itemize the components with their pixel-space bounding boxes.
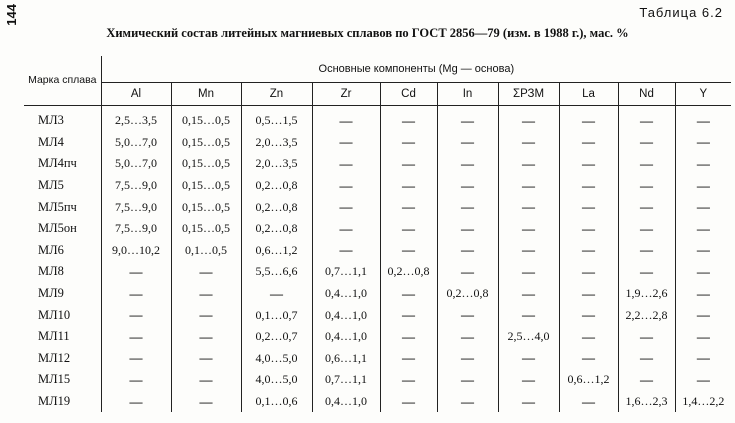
composition-cell: —	[696, 134, 710, 150]
composition-cell: —	[618, 153, 675, 175]
table-body	[24, 106, 731, 413]
composition-cell: —	[380, 218, 437, 240]
alloy-grade-cell: МЛ5	[24, 175, 101, 197]
composition-cell: 9,0…10,2	[101, 240, 171, 262]
composition-cell: 7,5…9,0	[101, 175, 171, 197]
composition-cell: —	[437, 304, 498, 326]
composition-cell: 0,4…1,0	[312, 326, 380, 348]
composition-cell: —	[618, 218, 675, 240]
composition-cell: —	[380, 348, 437, 370]
composition-cell: —	[101, 391, 171, 413]
grade-column-header: Марка сплава	[24, 56, 101, 106]
composition-cell: —	[559, 196, 618, 218]
composition-cell: 0,7…1,1	[312, 261, 380, 283]
composition-cell: —	[559, 240, 618, 262]
table-row	[24, 348, 731, 370]
table-row	[24, 132, 731, 154]
composition-cell: 0,6…1,1	[312, 348, 380, 370]
alloy-grade-cell: МЛ10	[24, 304, 101, 326]
composition-cell: —	[171, 261, 241, 283]
composition-cell: —	[559, 132, 618, 154]
composition-cell: 5,5…6,6	[241, 261, 312, 283]
composition-cell: 0,1…0,5	[171, 240, 241, 262]
composition-cell: —	[696, 112, 710, 128]
composition-cell: —	[171, 348, 241, 370]
composition-cell: —	[618, 240, 675, 262]
composition-cell: 0,15…0,5	[171, 175, 241, 197]
composition-cell: —	[312, 196, 380, 218]
composition-cell: —	[171, 369, 241, 391]
table-row	[24, 196, 731, 218]
composition-cell: —	[696, 155, 710, 171]
alloy-grade-cell: МЛ8	[24, 261, 101, 283]
column-header: Zn	[241, 83, 312, 106]
composition-cell: —	[380, 391, 437, 413]
composition-cell: 5,0…7,0	[101, 153, 171, 175]
composition-cell: 1,9…2,6	[618, 283, 675, 305]
composition-cell: —	[498, 153, 559, 175]
composition-cell: —	[559, 391, 618, 413]
column-header: Nd	[618, 83, 675, 106]
table-caption: Химический состав литейных магниевых сплавов по ГОСТ 2856—79 (изм. в 1988 г.), мас. %	[106, 26, 629, 40]
composition-cell: —	[498, 391, 559, 413]
composition-cell: —	[696, 285, 710, 301]
table-row	[24, 304, 731, 326]
composition-cell: 2,5…4,0	[498, 326, 559, 348]
table-row	[24, 175, 731, 197]
column-header: Al	[101, 83, 171, 106]
composition-cell: —	[498, 304, 559, 326]
composition-cell: —	[498, 218, 559, 240]
table-row	[24, 369, 731, 391]
composition-cell: —	[559, 218, 618, 240]
composition-cell: 5,0…7,0	[101, 132, 171, 154]
composition-cell: 0,15…0,5	[171, 218, 241, 240]
composition-cell: —	[171, 391, 241, 413]
composition-cell: 7,5…9,0	[101, 196, 171, 218]
composition-cell: —	[696, 328, 710, 344]
composition-cell: —	[312, 106, 380, 132]
composition-cell: —	[380, 369, 437, 391]
composition-cell: 2,0…3,5	[241, 153, 312, 175]
composition-cell: —	[437, 106, 498, 132]
composition-cell: 0,6…1,2	[559, 369, 618, 391]
composition-cell: —	[312, 153, 380, 175]
alloy-grade-cell: МЛ6	[24, 240, 101, 262]
composition-cell: 0,4…1,0	[312, 391, 380, 413]
composition-cell: 2,5…3,5	[101, 106, 171, 132]
composition-cell: —	[380, 175, 437, 197]
table-row	[24, 240, 731, 262]
composition-cell: —	[380, 283, 437, 305]
composition-cell: 0,1…0,6	[241, 391, 312, 413]
composition-cell: 0,6…1,2	[241, 240, 312, 262]
composition-cell: 0,15…0,5	[171, 153, 241, 175]
composition-cell: —	[171, 283, 241, 305]
composition-cell: —	[498, 261, 559, 283]
composition-cell: —	[437, 196, 498, 218]
composition-cell: 0,5…1,5	[241, 106, 312, 132]
composition-cell: —	[696, 371, 710, 387]
composition-cell: —	[696, 199, 710, 215]
alloy-grade-cell: МЛ4	[24, 132, 101, 154]
composition-cell: —	[696, 350, 710, 366]
composition-cell: 0,4…1,0	[312, 283, 380, 305]
composition-cell: —	[559, 153, 618, 175]
composition-cell: —	[618, 369, 675, 391]
alloy-grade-cell: МЛ19	[24, 391, 101, 413]
composition-cell: —	[101, 326, 171, 348]
page-number: 144	[4, 4, 19, 26]
composition-cell: —	[696, 242, 710, 258]
composition-cell: —	[380, 132, 437, 154]
composition-cell: —	[437, 261, 498, 283]
table-row	[24, 391, 731, 413]
table-row	[24, 283, 731, 305]
composition-cell: —	[696, 177, 710, 193]
components-group-header: Основные компоненты (Mg — основа)	[101, 56, 731, 83]
composition-cell: —	[380, 326, 437, 348]
table-label: Таблица 6.2	[639, 5, 723, 20]
header-row-group	[24, 56, 731, 83]
alloy-grade-cell: МЛ4пч	[24, 153, 101, 175]
composition-cell: —	[559, 106, 618, 132]
composition-cell: —	[380, 240, 437, 262]
composition-cell: —	[101, 348, 171, 370]
table-row	[24, 106, 731, 132]
alloy-grade-cell: МЛ3	[24, 106, 101, 132]
composition-cell: —	[101, 369, 171, 391]
composition-cell: —	[618, 132, 675, 154]
composition-cell: —	[380, 153, 437, 175]
composition-cell: —	[559, 304, 618, 326]
composition-cell: —	[618, 106, 675, 132]
composition-cell: 2,0…3,5	[241, 132, 312, 154]
composition-cell: 0,1…0,7	[241, 304, 312, 326]
alloy-grade-cell: МЛ5он	[24, 218, 101, 240]
composition-cell: 0,4…1,0	[312, 304, 380, 326]
composition-cell: —	[380, 196, 437, 218]
composition-cell: —	[437, 218, 498, 240]
composition-cell: 0,2…0,8	[380, 261, 437, 283]
composition-cell: 0,2…0,8	[241, 175, 312, 197]
composition-cell: 0,15…0,5	[171, 196, 241, 218]
column-header: Cd	[380, 83, 437, 106]
composition-cell: —	[101, 304, 171, 326]
composition-cell: 0,2…0,8	[241, 218, 312, 240]
composition-cell: —	[498, 369, 559, 391]
composition-cell: —	[437, 175, 498, 197]
composition-cell: —	[498, 175, 559, 197]
composition-cell: —	[498, 132, 559, 154]
alloy-grade-cell: МЛ11	[24, 326, 101, 348]
composition-cell: —	[312, 175, 380, 197]
column-header: ΣРЗМ	[498, 83, 559, 106]
composition-cell: 0,15…0,5	[171, 132, 241, 154]
composition-cell: —	[696, 307, 710, 323]
composition-cell: 4,0…5,0	[241, 369, 312, 391]
alloy-grade-cell: МЛ9	[24, 283, 101, 305]
composition-cell: 1,6…2,3	[618, 391, 675, 413]
table-row	[24, 218, 731, 240]
column-header: Zr	[312, 83, 380, 106]
composition-cell: —	[696, 263, 710, 279]
composition-cell: 0,7…1,1	[312, 369, 380, 391]
composition-cell: 7,5…9,0	[101, 218, 171, 240]
composition-cell: —	[312, 132, 380, 154]
composition-cell: —	[437, 326, 498, 348]
alloy-grade-cell: МЛ12	[24, 348, 101, 370]
composition-cell: —	[559, 283, 618, 305]
alloy-composition-table	[24, 56, 731, 412]
composition-cell: —	[101, 261, 171, 283]
column-header: Mn	[171, 83, 241, 106]
composition-cell: 4,0…5,0	[241, 348, 312, 370]
composition-cell: —	[498, 348, 559, 370]
alloy-grade-cell: МЛ15	[24, 369, 101, 391]
composition-cell: —	[696, 220, 710, 236]
composition-cell: —	[437, 132, 498, 154]
composition-cell: —	[498, 283, 559, 305]
composition-cell: 1,4…2,2	[682, 394, 725, 409]
composition-cell: 0,2…0,7	[241, 326, 312, 348]
column-header: La	[559, 83, 618, 106]
composition-cell: —	[312, 240, 380, 262]
composition-cell: —	[498, 106, 559, 132]
composition-cell: —	[559, 175, 618, 197]
composition-cell: —	[618, 175, 675, 197]
composition-cell: —	[437, 153, 498, 175]
header-row-columns	[24, 83, 731, 106]
composition-cell: —	[101, 283, 171, 305]
composition-cell: —	[437, 391, 498, 413]
table-row	[24, 261, 731, 283]
composition-cell: —	[618, 196, 675, 218]
composition-cell: —	[171, 304, 241, 326]
column-header: In	[437, 83, 498, 106]
composition-cell: —	[312, 218, 380, 240]
composition-cell: —	[171, 326, 241, 348]
composition-cell: 0,2…0,8	[437, 283, 498, 305]
composition-cell: —	[380, 106, 437, 132]
composition-cell: —	[241, 283, 312, 305]
composition-cell: —	[498, 240, 559, 262]
composition-cell: —	[559, 348, 618, 370]
composition-cell: —	[618, 348, 675, 370]
composition-cell: 0,2…0,8	[241, 196, 312, 218]
composition-cell: —	[498, 196, 559, 218]
composition-cell: 0,15…0,5	[171, 106, 241, 132]
composition-cell: —	[618, 326, 675, 348]
table-row	[24, 153, 731, 175]
composition-cell: —	[437, 348, 498, 370]
composition-cell: 2,2…2,8	[618, 304, 675, 326]
composition-cell: —	[559, 261, 618, 283]
composition-cell: —	[380, 304, 437, 326]
composition-cell: —	[437, 369, 498, 391]
composition-cell: —	[437, 240, 498, 262]
composition-cell: —	[559, 326, 618, 348]
table-row	[24, 326, 731, 348]
column-header: Y	[675, 83, 731, 106]
composition-cell: —	[618, 261, 675, 283]
alloy-grade-cell: МЛ5пч	[24, 196, 101, 218]
